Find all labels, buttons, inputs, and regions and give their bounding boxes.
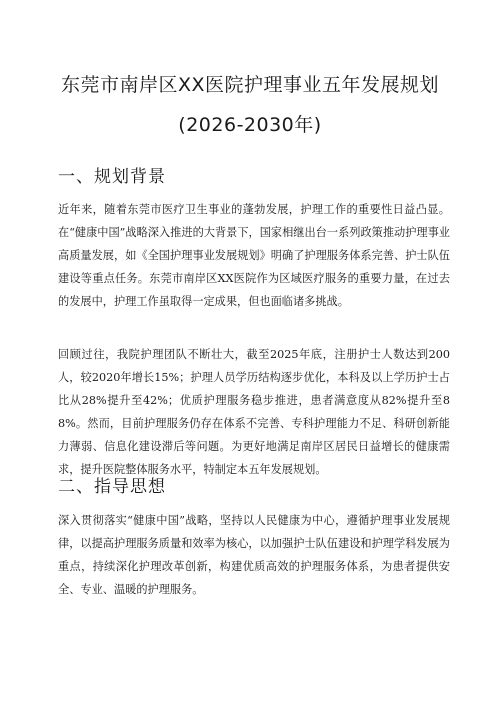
background-paragraph-1: 近年来，随着东莞市医疗卫生事业的蓬勃发展，护理工作的重要性日益凸显。在“健康中国”战略深入推进的大背景下，国家相继出台一系列政策推动护理事业高质量发展，如《全国护理事业发展规划》明确了护理服务体系完善、护士队伍建设等重点任务。东莞市南岸区XX医院作为区域医疗服务的重要力量，在过去的发展中，护理工作虽取得一定成果，但也面临诸多挑战。 bbox=[58, 203, 450, 308]
guiding-ideology-paragraph: 深入贯彻落实“健康中国”战略，坚持以人民健康为中心，遵循护理事业发展规律，以提高护理服务质量和效率为核心，以加强护士队伍建设和护理学科发展为重点，持续深化护理改革创新，构建优质高效的护理服务体系，为患者提供安全、专业、温暖的护理服务。 bbox=[58, 514, 450, 596]
section-heading-guiding-ideology: 二、指导思想 bbox=[58, 477, 166, 497]
document-subtitle-years: (2026-2030年) bbox=[178, 114, 322, 136]
document-title: 东莞市南岸区XX医院护理事业五年发展规划 bbox=[60, 74, 440, 96]
section-heading-background: 一、规划背景 bbox=[58, 167, 166, 187]
background-paragraph-2: 回顾过往，我院护理团队不断壮大，截至2025年底，注册护士人数达到200人，较2020年增长15%；护理人员学历结构逐步优化，本科及以上学历护士占比从28%提升至42%；优质护理服务稳步推进，患者满意度从82%提升至88%。然而，目前护理服务仍存在体系不完善、专科护理能力不足、科研创新能力薄弱、信息化建设滞后等问题。为更好地满足南岸区居民日益增长的健康需求，提升医院整体服务水平，特制定本五年发展规划。 bbox=[58, 348, 450, 476]
